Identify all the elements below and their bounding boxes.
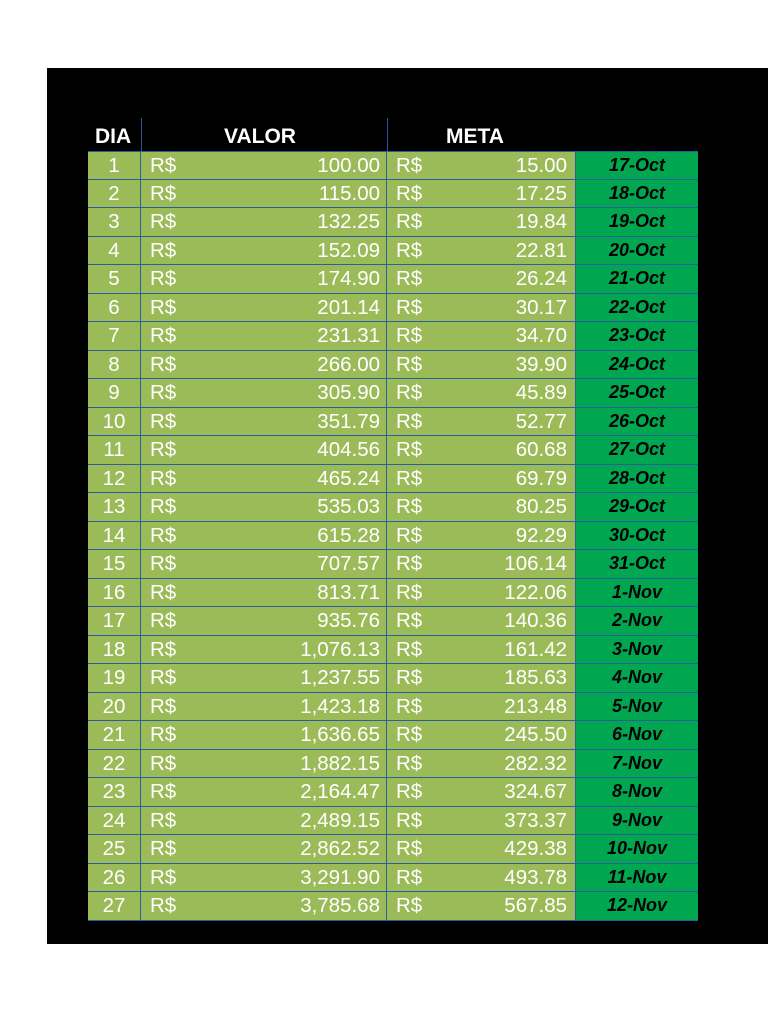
cell-valor[interactable]: 707.57 [221, 550, 387, 578]
cell-date[interactable]: 26-Oct [575, 408, 698, 436]
cell-date[interactable]: 6-Nov [575, 721, 698, 749]
cell-date[interactable]: 8-Nov [575, 778, 698, 806]
cell-meta[interactable]: 213.48 [467, 693, 575, 721]
cell-valor[interactable]: 174.90 [221, 265, 387, 293]
header-valor: VALOR [224, 125, 296, 148]
cell-date[interactable]: 11-Nov [575, 864, 698, 892]
cell-dia[interactable]: 18 [88, 636, 141, 664]
cell-meta[interactable]: 140.36 [467, 607, 575, 635]
cell-meta-currency[interactable]: R$ [387, 550, 467, 578]
table-row [88, 180, 698, 209]
cell-meta-currency[interactable]: R$ [387, 892, 467, 920]
cell-valor-currency[interactable]: R$ [141, 408, 221, 436]
cell-valor-currency[interactable]: R$ [141, 322, 221, 350]
cell-valor-currency[interactable]: R$ [141, 208, 221, 236]
table-row [88, 721, 698, 750]
cell-date[interactable]: 9-Nov [575, 807, 698, 835]
cell-valor[interactable]: 305.90 [221, 379, 387, 407]
cell-valor-currency[interactable]: R$ [141, 436, 221, 464]
cell-date[interactable]: 25-Oct [575, 379, 698, 407]
cell-meta-currency[interactable]: R$ [387, 493, 467, 521]
cell-date[interactable]: 17-Oct [575, 152, 698, 179]
header-dia: DIA [95, 125, 132, 148]
cell-meta[interactable]: 106.14 [467, 550, 575, 578]
table-row [88, 864, 698, 893]
cell-valor-currency[interactable]: R$ [141, 180, 221, 208]
cell-valor[interactable]: 266.00 [221, 351, 387, 379]
cell-valor[interactable]: 1,423.18 [221, 693, 387, 721]
cell-valor-currency[interactable]: R$ [141, 465, 221, 493]
table-row [88, 693, 698, 722]
cell-valor[interactable]: 1,076.13 [221, 636, 387, 664]
cell-date[interactable]: 24-Oct [575, 351, 698, 379]
cell-meta-currency[interactable]: R$ [387, 265, 467, 293]
header-meta: META [446, 125, 504, 148]
cell-valor[interactable]: 813.71 [221, 579, 387, 607]
cell-valor[interactable]: 2,862.52 [221, 835, 387, 863]
cell-meta[interactable]: 26.24 [467, 265, 575, 293]
cell-dia[interactable]: 27 [88, 892, 141, 920]
cell-dia[interactable]: 16 [88, 579, 141, 607]
cell-valor-currency[interactable]: R$ [141, 493, 221, 521]
table-row [88, 436, 698, 465]
cell-meta[interactable]: 185.63 [467, 664, 575, 692]
cell-meta-currency[interactable]: R$ [387, 294, 467, 322]
cell-date[interactable]: 4-Nov [575, 664, 698, 692]
cell-meta-currency[interactable]: R$ [387, 664, 467, 692]
table-row [88, 778, 698, 807]
cell-valor-currency[interactable]: R$ [141, 636, 221, 664]
cell-dia[interactable]: 26 [88, 864, 141, 892]
cell-date[interactable]: 7-Nov [575, 750, 698, 778]
table-row [88, 379, 698, 408]
cell-meta[interactable]: 60.68 [467, 436, 575, 464]
table-row [88, 493, 698, 522]
cell-valor-currency[interactable]: R$ [141, 778, 221, 806]
cell-meta-currency[interactable]: R$ [387, 750, 467, 778]
cell-meta-currency[interactable]: R$ [387, 465, 467, 493]
cell-valor[interactable]: 465.24 [221, 465, 387, 493]
table-row [88, 294, 698, 323]
cell-meta[interactable]: 122.06 [467, 579, 575, 607]
cell-meta[interactable]: 15.00 [467, 152, 575, 179]
cell-valor[interactable]: 3,785.68 [221, 892, 387, 920]
cell-meta-currency[interactable]: R$ [387, 835, 467, 863]
cell-meta-currency[interactable]: R$ [387, 522, 467, 550]
cell-meta[interactable]: 69.79 [467, 465, 575, 493]
cell-meta[interactable]: 373.37 [467, 807, 575, 835]
cell-valor-currency[interactable]: R$ [141, 807, 221, 835]
cell-meta-currency[interactable]: R$ [387, 636, 467, 664]
cell-meta[interactable]: 429.38 [467, 835, 575, 863]
cell-valor[interactable]: 935.76 [221, 607, 387, 635]
cell-dia[interactable]: 21 [88, 721, 141, 749]
cell-valor-currency[interactable]: R$ [141, 579, 221, 607]
cell-date[interactable]: 30-Oct [575, 522, 698, 550]
cell-meta-currency[interactable]: R$ [387, 607, 467, 635]
cell-date[interactable]: 5-Nov [575, 693, 698, 721]
cell-date[interactable]: 31-Oct [575, 550, 698, 578]
cell-valor[interactable]: 231.31 [221, 322, 387, 350]
cell-date[interactable]: 19-Oct [575, 208, 698, 236]
cell-meta-currency[interactable]: R$ [387, 721, 467, 749]
cell-dia[interactable]: 5 [88, 265, 141, 293]
cell-meta[interactable]: 245.50 [467, 721, 575, 749]
cell-meta[interactable]: 324.67 [467, 778, 575, 806]
cell-meta-currency[interactable]: R$ [387, 778, 467, 806]
cell-valor-currency[interactable]: R$ [141, 152, 221, 179]
data-table [88, 151, 698, 921]
cell-valor[interactable]: 152.09 [221, 237, 387, 265]
cell-meta-currency[interactable]: R$ [387, 408, 467, 436]
cell-meta[interactable]: 34.70 [467, 322, 575, 350]
cell-dia[interactable]: 22 [88, 750, 141, 778]
cell-valor-currency[interactable]: R$ [141, 864, 221, 892]
cell-meta[interactable]: 22.81 [467, 237, 575, 265]
cell-valor-currency[interactable]: R$ [141, 607, 221, 635]
cell-dia[interactable]: 13 [88, 493, 141, 521]
cell-dia[interactable]: 14 [88, 522, 141, 550]
cell-meta[interactable]: 30.17 [467, 294, 575, 322]
cell-dia[interactable]: 11 [88, 436, 141, 464]
cell-meta-currency[interactable]: R$ [387, 579, 467, 607]
cell-meta[interactable]: 493.78 [467, 864, 575, 892]
cell-dia[interactable]: 19 [88, 664, 141, 692]
cell-dia[interactable]: 17 [88, 607, 141, 635]
cell-valor[interactable]: 2,489.15 [221, 807, 387, 835]
table-row [88, 636, 698, 665]
cell-valor-currency[interactable]: R$ [141, 835, 221, 863]
cell-valor[interactable]: 115.00 [221, 180, 387, 208]
cell-meta-currency[interactable]: R$ [387, 693, 467, 721]
cell-meta[interactable]: 39.90 [467, 351, 575, 379]
cell-meta-currency[interactable]: R$ [387, 208, 467, 236]
cell-date[interactable]: 20-Oct [575, 237, 698, 265]
cell-dia[interactable]: 15 [88, 550, 141, 578]
cell-dia[interactable]: 10 [88, 408, 141, 436]
cell-valor[interactable]: 100.00 [221, 152, 387, 179]
table-row [88, 522, 698, 551]
cell-valor-currency[interactable]: R$ [141, 892, 221, 920]
table-row [88, 750, 698, 779]
cell-dia[interactable]: 6 [88, 294, 141, 322]
cell-valor[interactable]: 615.28 [221, 522, 387, 550]
cell-meta[interactable]: 567.85 [467, 892, 575, 920]
cell-valor[interactable]: 1,237.55 [221, 664, 387, 692]
cell-dia[interactable]: 24 [88, 807, 141, 835]
cell-meta[interactable]: 19.84 [467, 208, 575, 236]
cell-dia[interactable]: 2 [88, 180, 141, 208]
cell-date[interactable]: 21-Oct [575, 265, 698, 293]
cell-valor-currency[interactable]: R$ [141, 351, 221, 379]
cell-valor-currency[interactable]: R$ [141, 522, 221, 550]
cell-date[interactable]: 22-Oct [575, 294, 698, 322]
cell-date[interactable]: 3-Nov [575, 636, 698, 664]
table-row [88, 351, 698, 380]
cell-dia[interactable]: 7 [88, 322, 141, 350]
cell-date[interactable]: 29-Oct [575, 493, 698, 521]
cell-valor[interactable]: 351.79 [221, 408, 387, 436]
cell-dia[interactable]: 3 [88, 208, 141, 236]
cell-valor[interactable]: 404.56 [221, 436, 387, 464]
table-row [88, 835, 698, 864]
cell-meta-currency[interactable]: R$ [387, 322, 467, 350]
cell-date[interactable]: 1-Nov [575, 579, 698, 607]
cell-date[interactable]: 28-Oct [575, 465, 698, 493]
cell-dia[interactable]: 25 [88, 835, 141, 863]
cell-meta-currency[interactable]: R$ [387, 379, 467, 407]
table-row [88, 892, 698, 921]
cell-meta[interactable]: 80.25 [467, 493, 575, 521]
cell-valor[interactable]: 1,636.65 [221, 721, 387, 749]
cell-meta-currency[interactable]: R$ [387, 237, 467, 265]
table-row [88, 550, 698, 579]
table-row [88, 322, 698, 351]
cell-valor-currency[interactable]: R$ [141, 294, 221, 322]
cell-date[interactable]: 2-Nov [575, 607, 698, 635]
cell-valor-currency[interactable]: R$ [141, 664, 221, 692]
table-row [88, 208, 698, 237]
cell-meta-currency[interactable]: R$ [387, 351, 467, 379]
cell-dia[interactable]: 20 [88, 693, 141, 721]
cell-valor-currency[interactable]: R$ [141, 721, 221, 749]
cell-date[interactable]: 27-Oct [575, 436, 698, 464]
cell-date[interactable]: 23-Oct [575, 322, 698, 350]
table-row [88, 465, 698, 494]
table-row [88, 265, 698, 294]
cell-dia[interactable]: 8 [88, 351, 141, 379]
cell-meta-currency[interactable]: R$ [387, 436, 467, 464]
table-row [88, 579, 698, 608]
cell-valor[interactable]: 132.25 [221, 208, 387, 236]
table-header [88, 118, 698, 151]
cell-valor[interactable]: 535.03 [221, 493, 387, 521]
table-row [88, 237, 698, 266]
cell-meta[interactable]: 17.25 [467, 180, 575, 208]
header-divider [387, 118, 388, 151]
cell-valor-currency[interactable]: R$ [141, 379, 221, 407]
cell-valor-currency[interactable]: R$ [141, 693, 221, 721]
table-row [88, 151, 698, 180]
cell-valor[interactable]: 201.14 [221, 294, 387, 322]
table-row [88, 807, 698, 836]
cell-dia[interactable]: 4 [88, 237, 141, 265]
cell-date[interactable]: 10-Nov [575, 835, 698, 863]
cell-valor[interactable]: 2,164.47 [221, 778, 387, 806]
cell-meta[interactable]: 52.77 [467, 408, 575, 436]
cell-meta-currency[interactable]: R$ [387, 180, 467, 208]
cell-date[interactable]: 18-Oct [575, 180, 698, 208]
cell-meta[interactable]: 282.32 [467, 750, 575, 778]
cell-dia[interactable]: 1 [88, 152, 141, 179]
header-divider [141, 118, 142, 151]
cell-meta[interactable]: 45.89 [467, 379, 575, 407]
cell-meta-currency[interactable]: R$ [387, 807, 467, 835]
table-row [88, 664, 698, 693]
cell-valor-currency[interactable]: R$ [141, 265, 221, 293]
cell-meta-currency[interactable]: R$ [387, 864, 467, 892]
cell-valor-currency[interactable]: R$ [141, 550, 221, 578]
cell-dia[interactable]: 12 [88, 465, 141, 493]
cell-valor[interactable]: 1,882.15 [221, 750, 387, 778]
cell-meta[interactable]: 92.29 [467, 522, 575, 550]
cell-valor-currency[interactable]: R$ [141, 237, 221, 265]
cell-meta[interactable]: 161.42 [467, 636, 575, 664]
cell-dia[interactable]: 23 [88, 778, 141, 806]
table-row [88, 408, 698, 437]
cell-valor[interactable]: 3,291.90 [221, 864, 387, 892]
cell-valor-currency[interactable]: R$ [141, 750, 221, 778]
cell-meta-currency[interactable]: R$ [387, 152, 467, 179]
table-row [88, 607, 698, 636]
cell-dia[interactable]: 9 [88, 379, 141, 407]
cell-date[interactable]: 12-Nov [575, 892, 698, 920]
